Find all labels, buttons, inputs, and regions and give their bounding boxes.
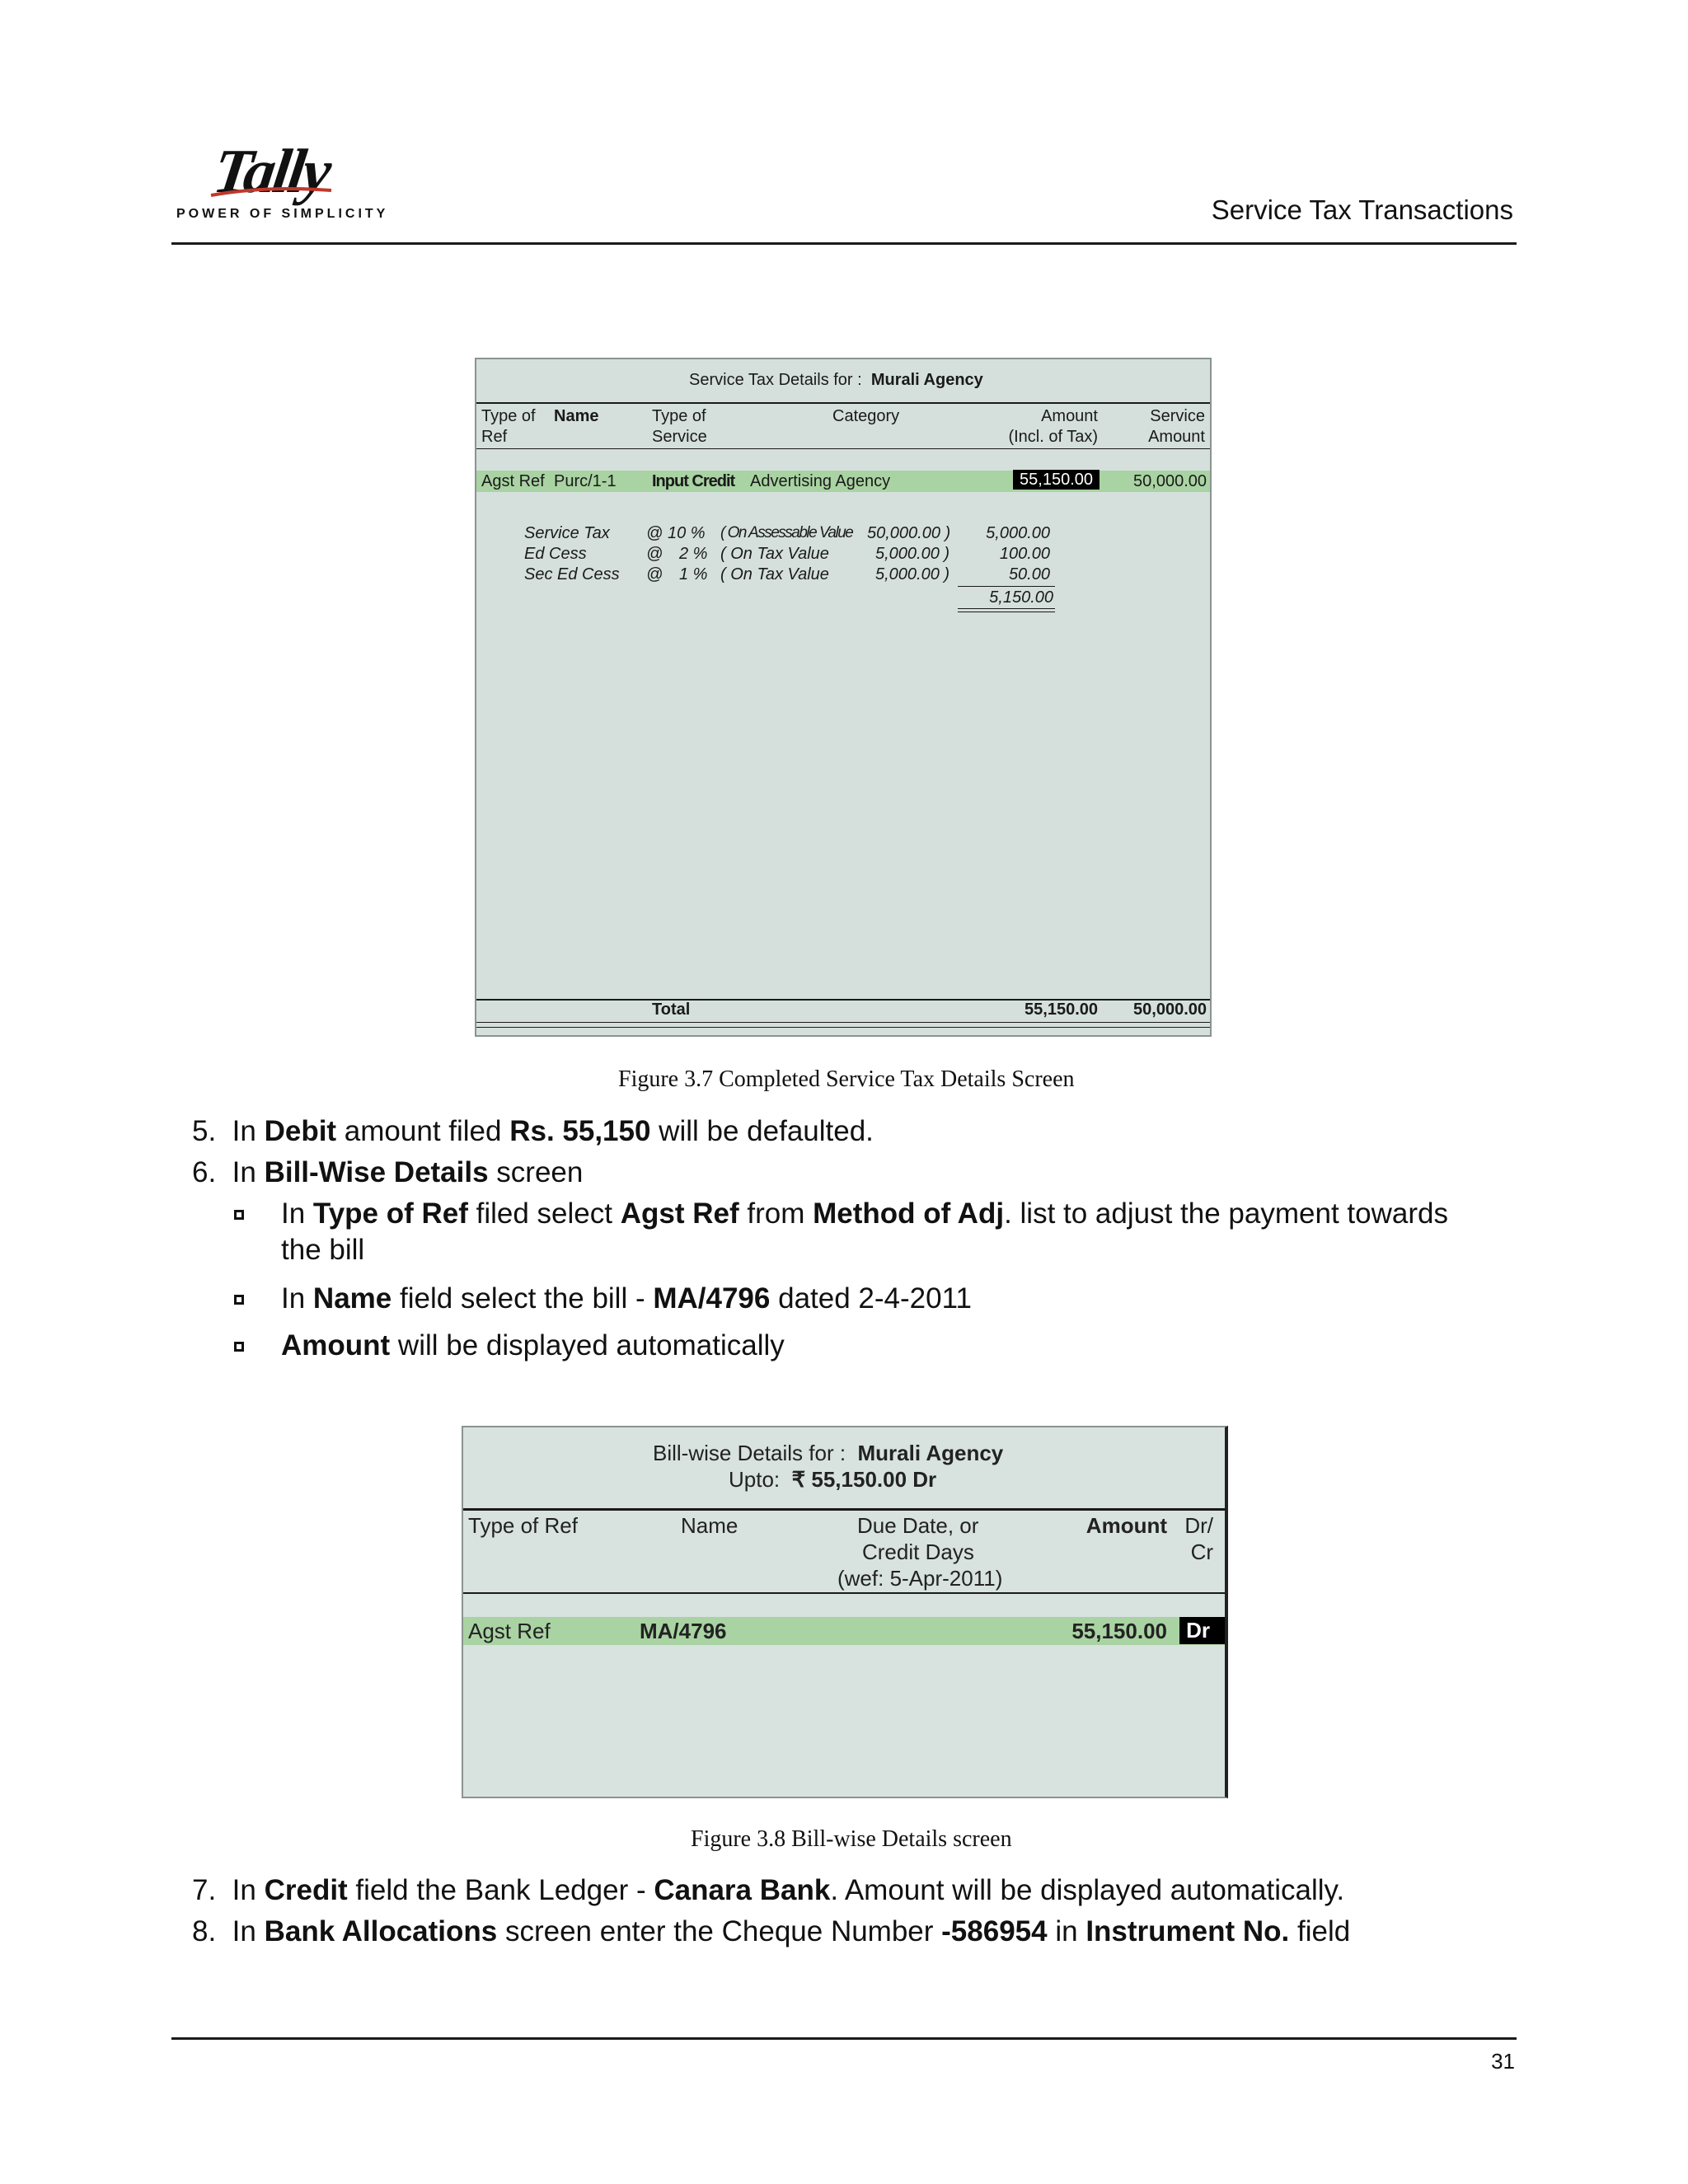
col-amount: Amount bbox=[1085, 1513, 1167, 1538]
col-service-amount-2: Amount bbox=[1148, 428, 1205, 446]
divider bbox=[476, 402, 1210, 404]
bullet-square-icon bbox=[234, 1295, 244, 1305]
section-title: Service Tax Transactions bbox=[1211, 194, 1513, 225]
tax-base: 5,000.00 ) bbox=[875, 565, 950, 583]
divider bbox=[463, 1592, 1225, 1594]
logo-swoosh-icon bbox=[209, 184, 333, 199]
divider bbox=[476, 448, 1210, 449]
footer-rule bbox=[171, 2037, 1517, 2040]
tax-name: Ed Cess bbox=[524, 545, 587, 563]
col-service-amount: Service bbox=[1150, 407, 1205, 425]
col-drcr-2: Cr bbox=[1190, 1540, 1213, 1564]
total-label: Total bbox=[652, 1001, 691, 1019]
col-credit-days: Credit Days bbox=[862, 1540, 974, 1564]
step-item: 5. In Debit amount filed Rs. 55,150 will be defaulted. bbox=[192, 1115, 874, 1147]
footer-divider bbox=[476, 1022, 1210, 1023]
tax-base: 50,000.00 ) bbox=[867, 524, 951, 542]
row-drcr-field[interactable]: Dr bbox=[1179, 1617, 1225, 1644]
tax-base: 5,000.00 ) bbox=[875, 545, 950, 563]
row-service-amount: 50,000.00 bbox=[1133, 472, 1207, 490]
total-amount: 55,150.00 bbox=[1025, 1001, 1098, 1019]
col-name: Name bbox=[681, 1513, 738, 1538]
tax-total: 5,150.00 bbox=[989, 588, 1053, 607]
figure-caption: Figure 3.7 Completed Service Tax Details Screen bbox=[618, 1066, 1075, 1092]
total-rule bbox=[958, 608, 1055, 609]
footer-divider bbox=[476, 999, 1210, 1001]
tax-value: 5,000.00 bbox=[986, 524, 1050, 542]
tax-rate: 10 % bbox=[668, 524, 706, 542]
col-wef: (wef: 5-Apr-2011) bbox=[837, 1566, 1003, 1591]
party-name: Murali Agency bbox=[870, 371, 983, 389]
tax-at: @ bbox=[646, 524, 663, 542]
total-service-amount: 50,000.00 bbox=[1133, 1001, 1207, 1019]
col-amount-2: (Incl. of Tax) bbox=[1008, 428, 1098, 446]
col-amount: Amount bbox=[1041, 407, 1098, 425]
col-category: Category bbox=[832, 407, 900, 425]
col-due-date: Due Date, or bbox=[857, 1513, 979, 1538]
screen-title: Bill-wise Details for : Murali Agency bbox=[653, 1441, 1004, 1465]
bill-wise-details-screen bbox=[462, 1426, 1228, 1798]
service-tax-details-screen bbox=[475, 358, 1212, 1037]
bullet-item: In Type of Ref filed select Agst Ref from Method of Adj. list to adjust the payment towards bbox=[281, 1197, 1448, 1230]
party-name: Murali Agency bbox=[857, 1441, 1004, 1465]
step-item: 6. In Bill-Wise Details screen bbox=[192, 1156, 584, 1188]
figure-caption: Figure 3.8 Bill-wise Details screen bbox=[691, 1826, 1012, 1852]
tally-logo bbox=[176, 136, 389, 227]
bullet-item: Amount will be displayed automatically bbox=[281, 1329, 785, 1361]
footer-divider bbox=[476, 1027, 1210, 1028]
upto-line: Upto: ₹ 55,150.00 Dr bbox=[729, 1467, 937, 1492]
row-amount: 55,150.00 bbox=[1013, 470, 1100, 490]
col-type-of-ref-2: Ref bbox=[481, 428, 508, 446]
col-type-of-service: Type of bbox=[652, 407, 706, 425]
row-type-of-ref: Agst Ref bbox=[468, 1619, 551, 1643]
row-amount-field[interactable] bbox=[1013, 471, 1100, 490]
step-item: 7. In Credit field the Bank Ledger - Canara Bank. Amount will be displayed automatically. bbox=[192, 1874, 1345, 1906]
tax-at: @ bbox=[646, 545, 663, 563]
divider bbox=[463, 1508, 1225, 1511]
col-type-of-ref: Type of Ref bbox=[468, 1513, 578, 1538]
row-type-of-service: Input Credit bbox=[652, 472, 735, 490]
col-drcr: Dr/ bbox=[1184, 1513, 1213, 1538]
col-name: Name bbox=[554, 407, 599, 425]
tax-basis: ( On Tax Value bbox=[720, 545, 829, 563]
tax-value: 100.00 bbox=[999, 545, 1050, 563]
tax-basis: ( On Assessable Value bbox=[720, 524, 853, 541]
screen-title: Service Tax Details for : Murali Agency bbox=[689, 371, 983, 389]
row-type-of-ref: Agst Ref bbox=[481, 472, 545, 490]
tax-value: 50.00 bbox=[1008, 565, 1050, 583]
tax-rate: 1 % bbox=[679, 565, 708, 583]
logo-wordmark: Tally bbox=[209, 137, 334, 206]
row-name: Purc/1-1 bbox=[554, 472, 617, 490]
page-number: 31 bbox=[1491, 2049, 1515, 2074]
subtotal-rule bbox=[958, 586, 1055, 587]
col-type-of-service-2: Service bbox=[652, 428, 707, 446]
tax-name: Sec Ed Cess bbox=[524, 565, 620, 583]
step-item: 8. In Bank Allocations screen enter the Cheque Number -586954 in Instrument No. field bbox=[192, 1915, 1351, 1947]
logo-tagline: POWER OF SIMPLICITY bbox=[176, 207, 389, 221]
rupee-icon: ₹ bbox=[791, 1467, 806, 1492]
bullet-item: In Name field select the bill - MA/4796 dated 2-4-2011 bbox=[281, 1282, 972, 1315]
bullet-square-icon bbox=[234, 1342, 244, 1352]
row-name: MA/4796 bbox=[640, 1619, 727, 1643]
row-amount: 55,150.00 bbox=[1071, 1619, 1167, 1643]
row-category: Advertising Agency bbox=[750, 472, 891, 490]
col-type-of-ref: Type of bbox=[481, 407, 536, 425]
tax-rate: 2 % bbox=[679, 545, 708, 563]
tax-basis: ( On Tax Value bbox=[720, 565, 829, 583]
tax-at: @ bbox=[646, 565, 663, 583]
bullet-item-continuation: the bill bbox=[281, 1234, 365, 1266]
bullet-square-icon bbox=[234, 1210, 244, 1220]
tax-name: Service Tax bbox=[524, 524, 610, 542]
header-rule bbox=[171, 242, 1517, 245]
